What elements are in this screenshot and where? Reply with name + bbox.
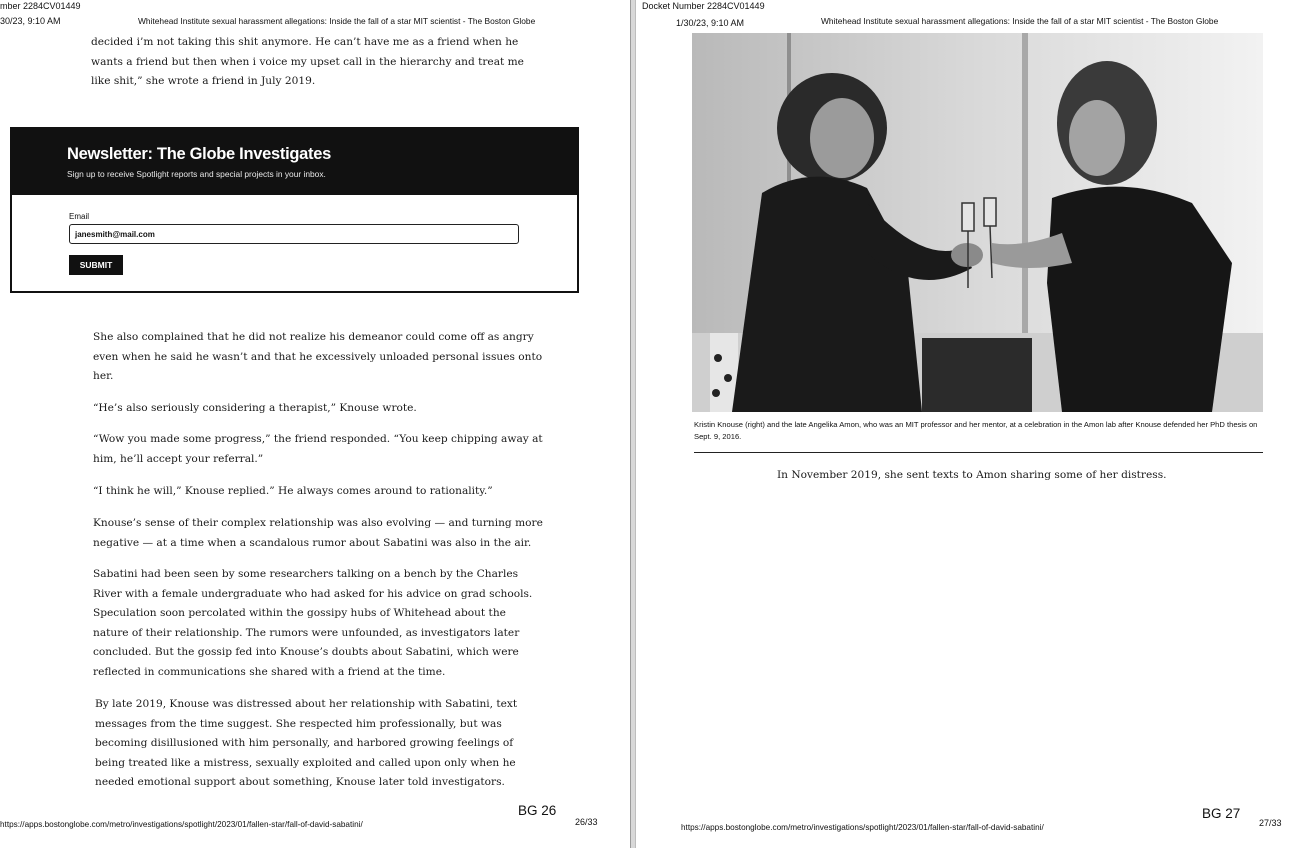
text-line: River with a female undergraduate who had asked for his advice on grad schools. bbox=[93, 587, 533, 600]
text-line: “Wow you made some progress,” the friend responded. “You keep chipping away at bbox=[93, 433, 543, 445]
text-line: She also complained that he did not realize his demeanor could come off as angry bbox=[93, 331, 534, 343]
text-line: Knouse’s sense of their complex relationship was also evolving — and turning more bbox=[93, 517, 543, 529]
newsletter-subtitle: Sign up to receive Spotlight reports and special projects in your inbox. bbox=[67, 169, 326, 179]
text-line: concluded. But the gossip fed into Knouse’s doubts about Sabatini, which were bbox=[93, 646, 519, 659]
footer-url: https://apps.bostonglobe.com/metro/investigations/spotlight/2023/01/fallen-star/fall-of-david-sabatini/ bbox=[681, 823, 1044, 832]
text-line: like shit,” she wrote a friend in July 2019. bbox=[91, 75, 316, 88]
bates-number: BG 26 bbox=[518, 803, 557, 818]
body-paragraph bbox=[777, 466, 1167, 486]
paragraph-5 bbox=[93, 514, 543, 553]
submit-button[interactable]: SUBMIT bbox=[69, 255, 123, 275]
footer-url: https://apps.bostonglobe.com/metro/investigations/spotlight/2023/01/fallen-star/fall-of-david-sabatini/ bbox=[0, 820, 363, 829]
article-photo bbox=[692, 33, 1263, 412]
text-line: messages from the time suggest. She respected him professionally, but was bbox=[95, 717, 502, 730]
text-line: decided i’m not taking this shit anymore. He can’t have me as a friend when he bbox=[91, 36, 519, 48]
photo-caption bbox=[694, 419, 1264, 443]
paragraph-2 bbox=[93, 399, 417, 419]
docket-number: Docket Number 2284CV01449 bbox=[642, 1, 765, 11]
caption-line: Sept. 9, 2016. bbox=[694, 432, 742, 441]
text-line: Speculation soon percolated within the gossipy hubs of Whitehead about the bbox=[93, 607, 506, 620]
header-title: Whitehead Institute sexual harassment allegations: Inside the fall of a star MIT scientist - The Boston Globe bbox=[821, 16, 1219, 26]
print-date: 30/23, 9:10 AM bbox=[0, 16, 61, 26]
bates-number: BG 27 bbox=[1202, 806, 1241, 821]
paragraph-7 bbox=[95, 695, 517, 793]
newsletter-header bbox=[12, 129, 577, 195]
text-line: becoming disillusioned with him personally, and harbored growing feelings of bbox=[95, 737, 514, 750]
email-label: Email bbox=[69, 212, 90, 221]
page-number: 27/33 bbox=[1259, 818, 1282, 828]
text-line: Sabatini had been seen by some researchers talking on a bench by the Charles bbox=[93, 568, 519, 580]
text-line: negative — at a time when a scandalous rumor about Sabatini was also in the air. bbox=[93, 536, 532, 549]
text-line: reflected in communications she shared with a friend at the time. bbox=[93, 665, 446, 678]
text-line: “I think he will,” Knouse replied.” He always comes around to rationality.” bbox=[93, 485, 493, 497]
paragraph-6 bbox=[93, 565, 532, 683]
text-line: even when he said he wasn’t and that he excessively unloaded personal issues onto bbox=[93, 350, 543, 363]
caption-line: Kristin Knouse (right) and the late Angelika Amon, who was an MIT professor and her mentor, at a celebration in the Amon lab after Knouse defended her PhD thesis on bbox=[694, 420, 1258, 429]
paragraph-3 bbox=[93, 430, 543, 469]
intro-text bbox=[91, 33, 524, 92]
text-line: By late 2019, Knouse was distressed about her relationship with Sabatini, text bbox=[95, 698, 518, 710]
text-line: being treated like a mistress, sexually exploited and called upon only when he bbox=[95, 756, 516, 769]
text-line: nature of their relationship. The rumors were unfounded, as investigators later bbox=[93, 626, 520, 639]
paragraph-1 bbox=[93, 328, 542, 387]
text-line: her. bbox=[93, 370, 114, 383]
docket-number: mber 2284CV01449 bbox=[0, 1, 81, 11]
email-field[interactable]: janesmith@mail.com bbox=[69, 224, 519, 244]
page-number: 26/33 bbox=[575, 817, 598, 827]
print-date: 1/30/23, 9:10 AM bbox=[676, 18, 745, 28]
text-line: In November 2019, she sent texts to Amon sharing some of her distress. bbox=[777, 469, 1167, 481]
paragraph-4 bbox=[93, 482, 493, 502]
text-line: him, he’ll accept your referral.” bbox=[93, 452, 264, 465]
newsletter-title: Newsletter: The Globe Investigates bbox=[67, 145, 331, 163]
text-line: needed emotional support about something, Knouse later told investigators. bbox=[95, 776, 505, 789]
newsletter-signup-box bbox=[10, 127, 579, 293]
document-page-27 bbox=[636, 0, 1295, 848]
header-title: Whitehead Institute sexual harassment allegations: Inside the fall of a star MIT scientist - The Boston Globe bbox=[138, 16, 536, 26]
caption-divider bbox=[694, 452, 1263, 453]
document-page-26 bbox=[0, 0, 630, 848]
text-line: wants a friend but then when i voice my upset call in the hierarchy and treat me bbox=[91, 55, 524, 68]
photo-illustration bbox=[692, 33, 1263, 412]
text-line: “He’s also seriously considering a therapist,” Knouse wrote. bbox=[93, 402, 417, 414]
